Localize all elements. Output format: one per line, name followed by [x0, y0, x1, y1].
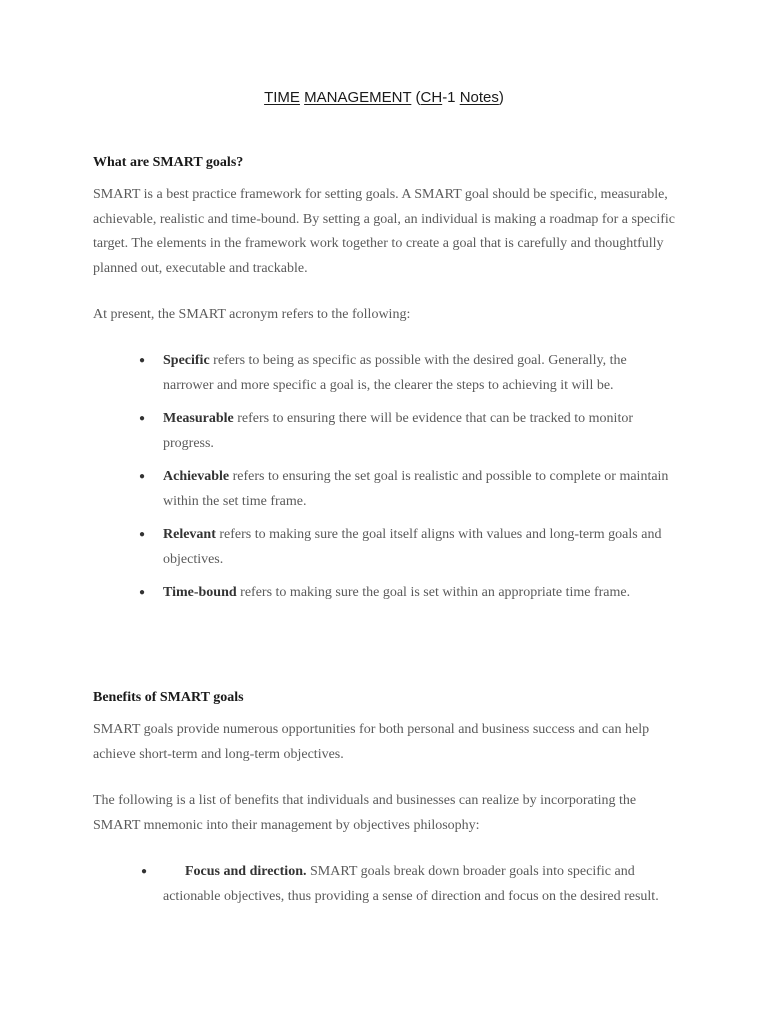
list-item-term: Focus and direction.	[185, 864, 307, 879]
list-item-term: Specific	[163, 353, 210, 368]
paragraph-benefits-list-intro: The following is a list of benefits that individuals and businesses can realize by incorporating the SMART mnemonic into their management by objectives philosophy:	[93, 793, 637, 833]
title-close-paren: )	[498, 89, 504, 106]
list-item-text: refers to being as specific as possible with the desired goal. Generally, the narrower and more specific a goal is, the clearer the steps to achieving it will be.	[163, 353, 627, 393]
title-dash-num: -1	[442, 89, 456, 106]
title-word-management: MANAGEMENT	[304, 89, 412, 106]
list-item	[139, 523, 673, 572]
title-word-time: TIME	[264, 89, 300, 106]
benefits-list	[141, 860, 673, 909]
list-item-text: refers to ensuring the set goal is realistic and possible to complete or maintain within the set time frame.	[163, 469, 669, 509]
page-title	[0, 88, 768, 108]
list-item-text: refers to ensuring there will be evidence that can be tracked to monitor progress.	[163, 411, 633, 451]
paragraph-smart-definition: SMART is a best practice framework for setting goals. A SMART goal should be specific, measurable, achievable, realistic and time-bound. By setting a goal, an individual is making a roadmap for a specific target. The elements in the framework work together to create a goal that is carefully and thoughtfully planned out, executable and trackable.	[93, 187, 675, 276]
section-heading-smart-goals: What are SMART goals?	[93, 155, 244, 170]
bullet-icon: ●	[139, 355, 146, 366]
bullet-icon: ●	[139, 587, 146, 598]
title-word-notes: Notes	[459, 89, 499, 106]
title-word-ch: CH	[420, 89, 443, 106]
paragraph-acronym-intro: At present, the SMART acronym refers to the following:	[93, 307, 411, 322]
list-item-term: Achievable	[163, 469, 230, 484]
list-item	[139, 581, 673, 606]
list-item	[139, 407, 673, 456]
bullet-icon: ●	[139, 471, 146, 482]
title-open-paren: (	[415, 89, 421, 106]
list-item-text: refers to making sure the goal is set within an appropriate time frame.	[236, 585, 631, 600]
bullet-icon: ●	[139, 529, 146, 540]
list-item	[139, 465, 673, 514]
list-item-term: Measurable	[163, 411, 234, 426]
smart-criteria-list	[139, 349, 673, 615]
list-item-text: refers to making sure the goal itself aligns with values and long-term goals and objectives.	[163, 527, 662, 567]
list-item-term: Time-bound	[163, 585, 237, 600]
paragraph-benefits-intro: SMART goals provide numerous opportunities for both personal and business success and can help achieve short-term and long-term objectives.	[93, 722, 650, 762]
list-item-text: SMART goals break down broader goals into specific and actionable objectives, thus providing a sense of direction and focus on the desired result.	[163, 864, 659, 904]
section-heading-benefits: Benefits of SMART goals	[93, 690, 244, 705]
list-item	[141, 860, 673, 909]
list-item-term: Relevant	[163, 527, 216, 542]
bullet-icon: ●	[141, 866, 148, 877]
list-item	[139, 349, 673, 398]
bullet-icon: ●	[139, 413, 146, 424]
